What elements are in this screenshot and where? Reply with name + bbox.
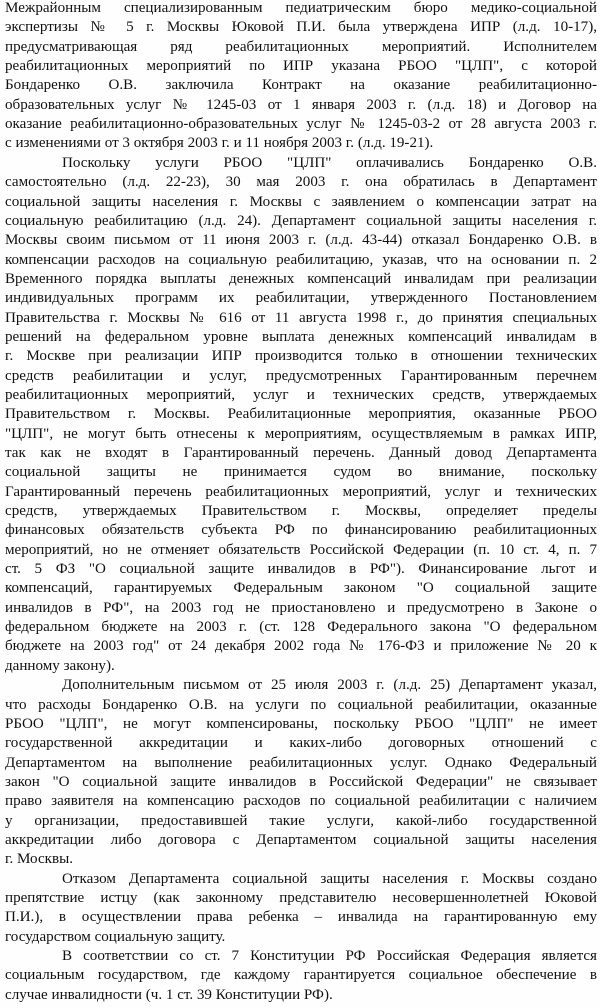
text-line: государственной аккредитации и каких-либо договорных отношений с (5, 735, 597, 752)
text-line: федеральном бюджете на 2003 г. (ст. 128 Федерального закона "О федеральном (5, 619, 597, 636)
text-line: оказание реабилитационно-образовательных услуг № 1245-03-2 от 28 августа 2003 г. (5, 116, 597, 133)
text-line: социальной защиты населения г. Москвы с заявлением о компенсации затрат на (5, 193, 597, 210)
text-line: П.И.), в осуществлении права ребенка – инвалида на гарантированную ему (5, 909, 597, 926)
text-line: реабилитационных мероприятий по ИПР указана РБОО "ЦЛП", с которой (5, 58, 597, 74)
text-line: так как не входят в Гарантированный перечень. Данный довод Департамента (5, 445, 597, 461)
text-line: социальной защиты не принимается судом во внимание, поскольку (5, 464, 597, 481)
text-line: РБОО "ЦЛП", не могут компенсированы, поскольку РБОО "ЦЛП" не имеет (5, 715, 597, 732)
text-line: финансовых обязательств субъекта РФ по финансированию реабилитационных (5, 522, 597, 539)
text-line: социальным государством, где каждому гарантируется социальное обеспечение в (5, 967, 597, 984)
text-line: г. Москве при реализации ИПР производится только в отношении технических (5, 348, 597, 365)
text-line: предусматривающая ряд реабилитационных мероприятий. Исполнителем (5, 38, 597, 55)
text-line: ст. 5 ФЗ "О социальной защите инвалидов в РФ"). Финансирование льгот и (5, 561, 597, 577)
text-line: бюджете на 2003 год" от 24 декабря 2002 года № 176-ФЗ и приложение № 20 к (5, 638, 597, 655)
text-line: средств, утверждаемых Правительством г. Москвы, определяет пределы (5, 503, 597, 519)
text-line: Москвы своим письмом от 11 июня 2003 г. (л.д. 43-44) отказал Бондаренко О.В. в (5, 232, 597, 249)
text-line: что расходы Бондаренко О.В. на услуги по социальной реабилитации, оказанные (5, 696, 597, 713)
text-line: Правительства г. Москвы № 616 от 11 августа 1998 г., до принятия специальных (5, 309, 597, 326)
text-line: компенсаций, гарантируемых Федеральным законом "О социальной защите (5, 580, 597, 597)
text-line: средств реабилитации и услуг, предусмотренных Гарантированным перечнем (5, 367, 597, 384)
text-line: В соответствии со ст. 7 Конституции РФ Российская Федерация является (62, 948, 597, 964)
text-line: реабилитационных мероприятий, услуг и технических средств, утверждаемых (5, 386, 597, 403)
text-line: Временного порядка выплаты денежных компенсаций инвалидам при реализации (5, 270, 597, 287)
text-line: государством социальную защиту. (5, 928, 226, 945)
text-line: закон "О социальной защите инвалидов в Российской Федерации" не связывает (5, 773, 597, 790)
text-line: г. Москвы. (5, 851, 74, 868)
text-line: мероприятий, но не отменяет обязательств Российской Федерации (п. 10 ст. 4, п. 7 (5, 541, 597, 558)
text-line: право заявителя на компенсацию расходов по социальной реабилитации с наличием (5, 793, 597, 810)
text-line: самостоятельно (л.д. 22-23), 30 мая 2003 г. она обратилась в Департамент (5, 174, 597, 191)
text-line: с изменениями от 3 октября 2003 г. и 11 ноября 2003 г. (л.д. 19-21). (5, 135, 434, 152)
text-line: "ЦЛП", не могут быть отнесены к мероприятиям, осуществляемым в рамках ИПР, (5, 425, 597, 442)
text-line: Поскольку услуги РБОО "ЦЛП" оплачивались Бондаренко О.В. (62, 154, 597, 171)
text-line: Департаментом на выполнение реабилитационных услуг. Однако Федеральный (5, 754, 597, 771)
text-line: индивидуальных программ их реабилитации, утвержденного Постановлением (5, 290, 597, 307)
text-line: Гарантированный перечень реабилитационных мероприятий, услуг и технических (5, 483, 597, 500)
text-line: компенсации расходов на социальную реабилитацию, указав, что на основании п. 2 (5, 251, 597, 268)
text-line: Правительством г. Москвы. Реабилитационные мероприятия, оказанные РБОО (5, 406, 597, 423)
text-line: Дополнительным письмом от 25 июля 2003 г. (л.д. 25) Департамент указал, (62, 677, 597, 694)
text-line: у организации, предоставившей такие услуги, какой-либо государственной (5, 812, 597, 829)
text-line: Межрайонным специализированным педиатрическим бюро медико-социальной (5, 0, 597, 16)
text-line: данному закону). (5, 657, 115, 674)
text-line: аккредитации либо договора с Департаментом социальной защиты населения (5, 831, 597, 848)
text-line: образовательных услуг № 1245-03 от 1 января 2003 г. (л.д. 18) и Договор на (5, 96, 597, 113)
text-line: препятствие истцу (как законному представителю несовершеннолетней Юковой (5, 889, 597, 906)
text-line: Отказом Департамента социальной защиты населения г. Москвы создано (62, 870, 597, 887)
text-line: инвалидов в РФ", на 2003 год не приостановлено и предусмотрено в Законе о (5, 599, 597, 616)
text-line: социальную реабилитацию (л.д. 24). Департамент социальной защиты населения г. (5, 212, 597, 229)
text-line: случае инвалидности (ч. 1 ст. 39 Конституции РФ). (5, 986, 333, 1003)
text-line: Бондаренко О.В. заключила Контракт на оказание реабилитационно- (5, 77, 597, 94)
text-line: решений на федеральном уровне выплата денежных компенсаций инвалидам в (5, 328, 597, 345)
text-line: экспертизы № 5 г. Москвы Юковой П.И. была утверждена ИПР (л.д. 10-17), (5, 19, 597, 36)
